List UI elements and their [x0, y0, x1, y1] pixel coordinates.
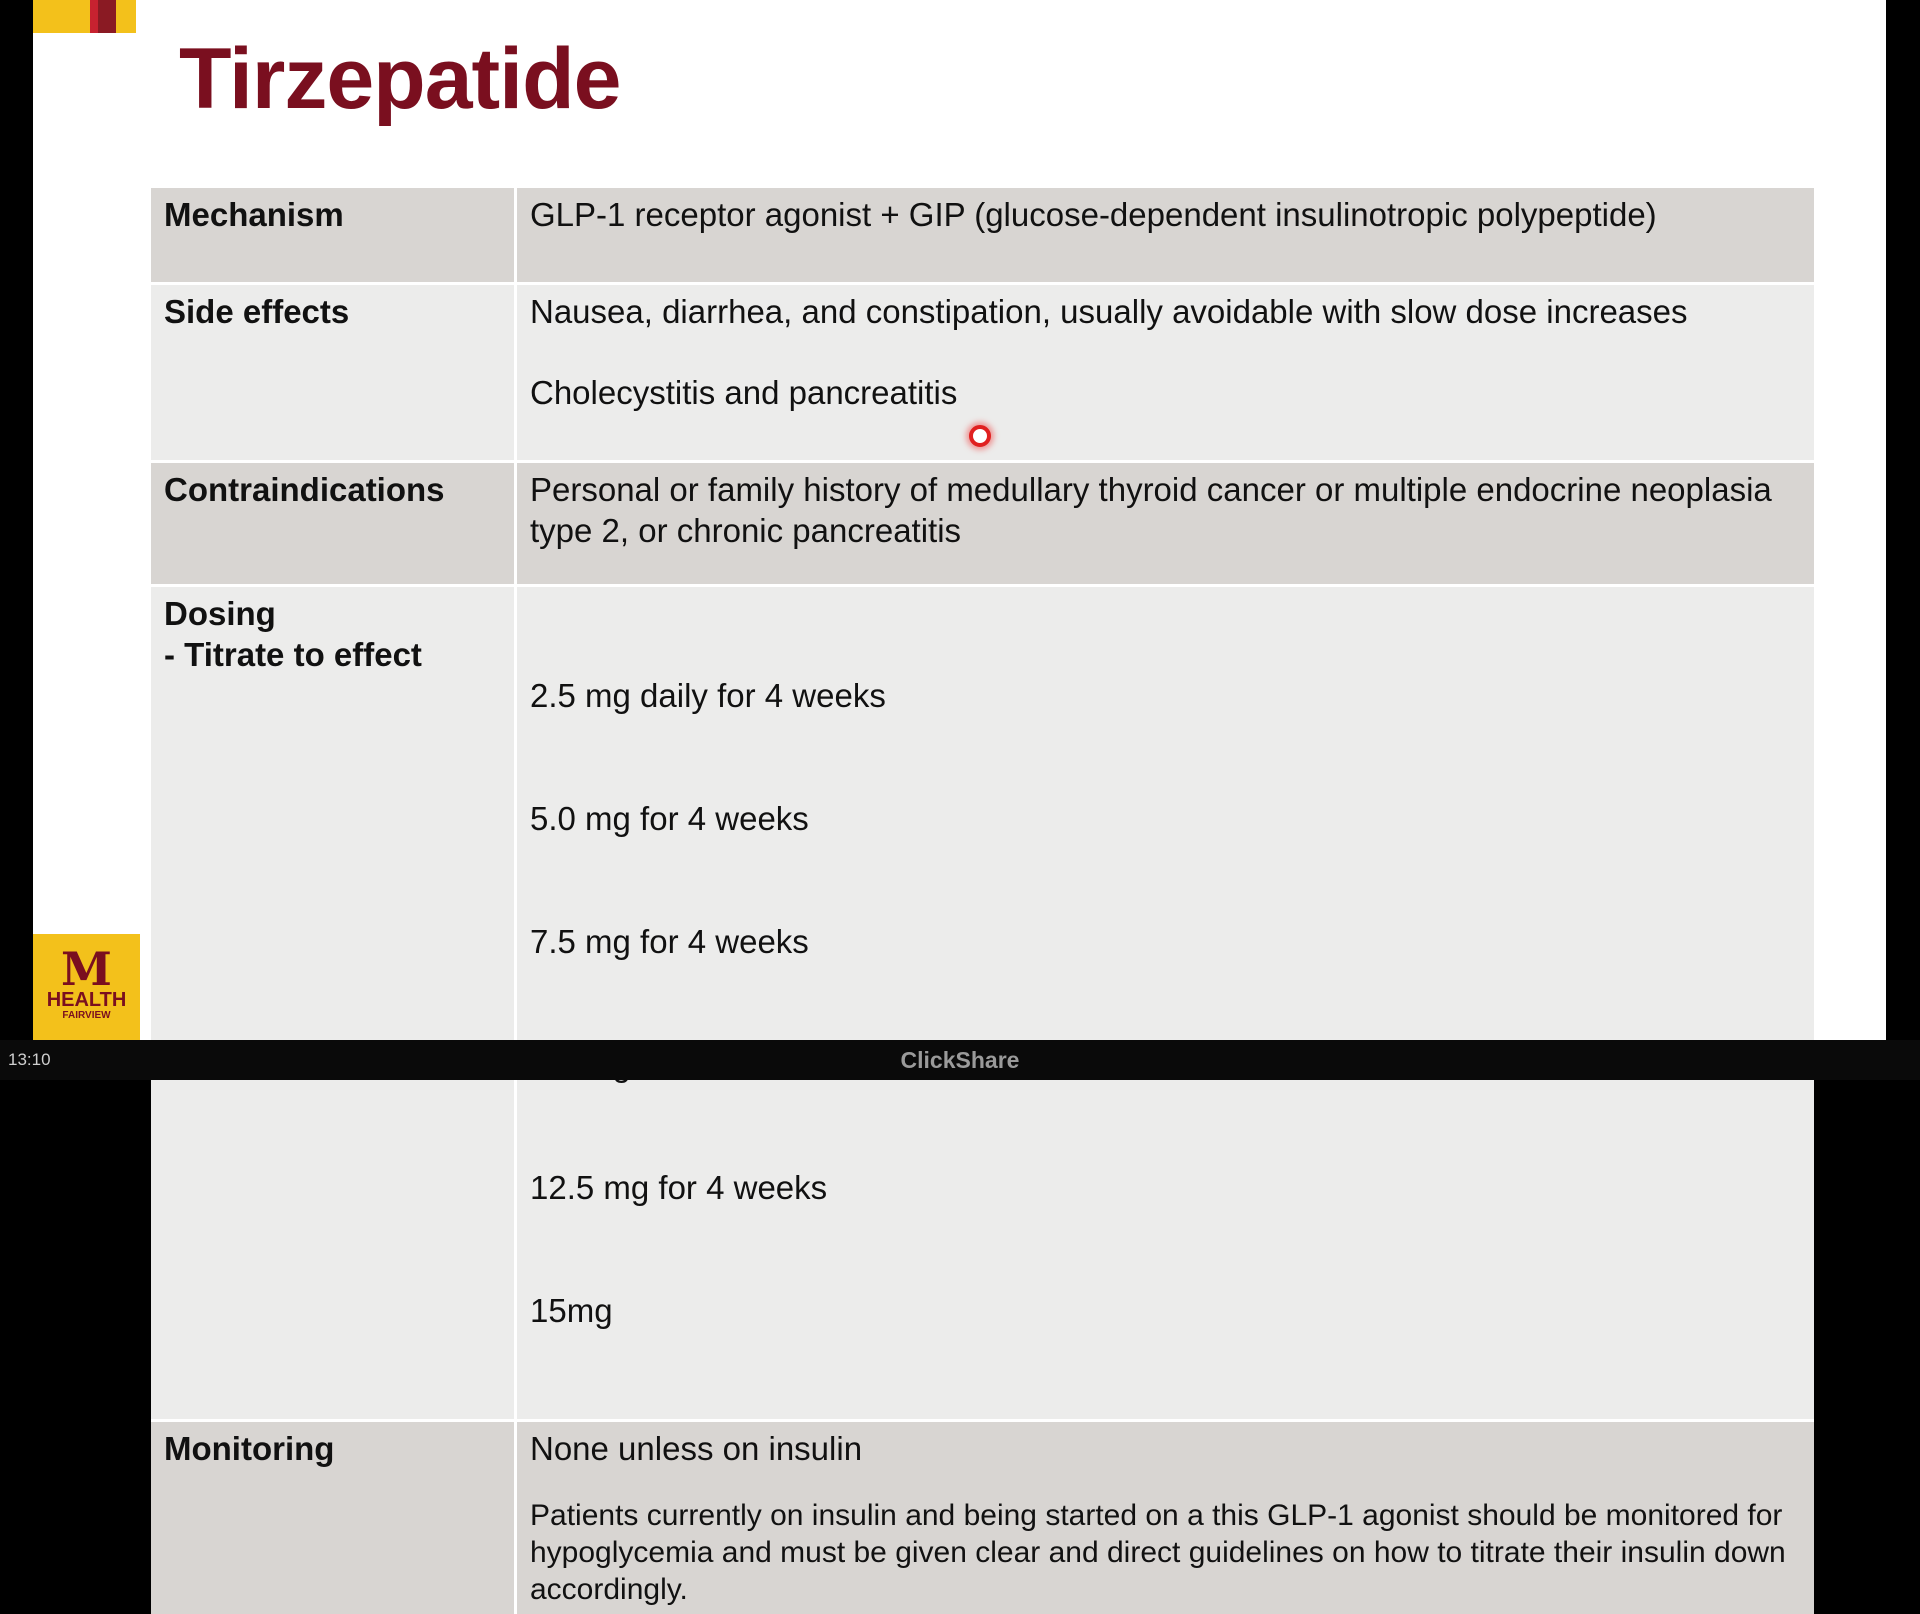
row-label: Dosing - Titrate to effect — [151, 586, 516, 1421]
row-content: None unless on insulin Patients currently on insulin and being started on a this GLP-1 agonist should be monitored for hypoglycemia and must be given clear and direct guidelines on how to titrate their insulin down accordingly. — [516, 1421, 1815, 1614]
slide-title: Tirzepatide — [179, 30, 620, 129]
info-table — [151, 185, 1814, 1614]
table-row-monitoring — [151, 1421, 1814, 1614]
row-label: Monitoring — [151, 1421, 516, 1614]
accent-bar — [33, 0, 136, 33]
presentation-slide — [33, 0, 1886, 1040]
laser-pointer-icon — [969, 425, 991, 447]
row-content: Personal or family history of medullary thyroid cancer or multiple endocrine neoplasia type 2, or chronic pancreatitis — [516, 462, 1815, 586]
row-content: 2.5 mg daily for 4 weeks 5.0 mg for 4 weeks 7.5 mg for 4 weeks 12.5 mg for 4 weeks 15mg — [516, 586, 1815, 1421]
clock: 13:10 — [8, 1050, 51, 1070]
screen-share-bar — [0, 1040, 1920, 1080]
row-content: GLP-1 receptor agonist + GIP (glucose-dependent insulinotropic polypeptide) — [516, 187, 1815, 284]
clickshare-brand: ClickShare — [0, 1047, 1920, 1074]
table-row-contraindications — [151, 462, 1814, 586]
health-fairview-logo: M HEALTH FAIRVIEW — [33, 934, 140, 1040]
accent-stripe — [90, 0, 116, 33]
row-label: Mechanism — [151, 187, 516, 284]
row-content: Nausea, diarrhea, and constipation, usually avoidable with slow dose increases Cholecystitis and pancreatitis — [516, 284, 1815, 462]
table-row-mechanism — [151, 187, 1814, 284]
row-label: Contraindications — [151, 462, 516, 586]
row-label: Side effects — [151, 284, 516, 462]
table-row-dosing — [151, 586, 1814, 1421]
